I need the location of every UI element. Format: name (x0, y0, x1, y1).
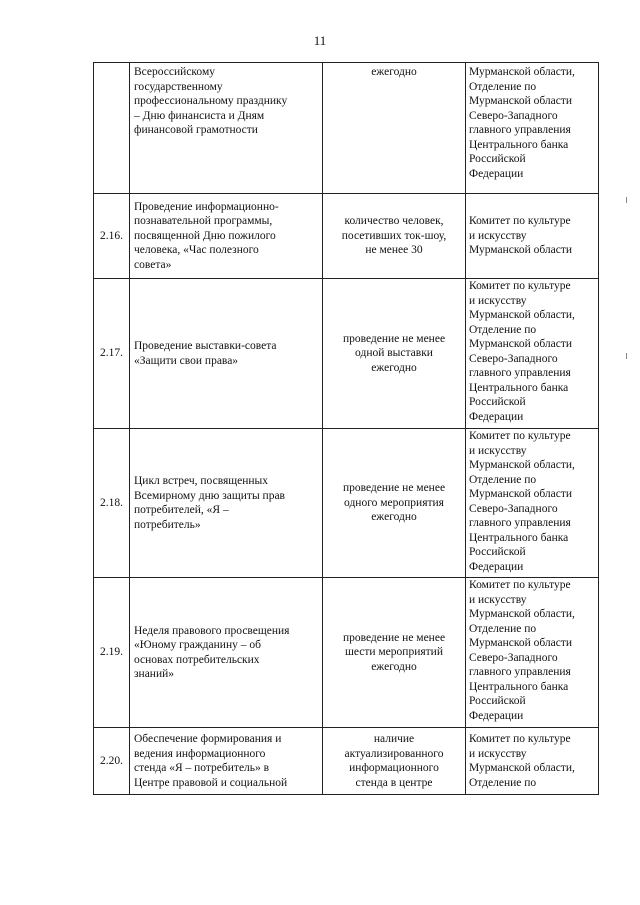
indicator-line: стенда в центре (355, 776, 433, 789)
executor-line: Северо-Западного (469, 502, 558, 515)
event-line: – Дню финансиста и Дням (134, 109, 265, 122)
executor-text (469, 732, 596, 790)
indicator-line: не менее 30 (365, 244, 423, 257)
event-text (134, 732, 318, 790)
event-cell (130, 279, 323, 429)
page-number: 11 (313, 33, 327, 48)
executor-line: и искусству (469, 294, 527, 307)
executor-cell (466, 578, 599, 728)
indicator-cell (323, 429, 466, 578)
executor-line: Федерации (469, 410, 524, 423)
event-line: Центре правовой и социальной (134, 776, 288, 789)
event-text (134, 200, 318, 273)
executor-text (469, 429, 596, 574)
row-number: 2.17. (100, 347, 123, 360)
table-row (94, 429, 599, 578)
row-number: 2.16. (100, 229, 123, 242)
indicator-text (327, 481, 461, 525)
executor-line: Отделение по (469, 473, 537, 486)
indicator-cell (323, 578, 466, 728)
indicator-cell (323, 63, 466, 194)
table-row (94, 578, 599, 728)
executor-line: Федерации (469, 709, 524, 722)
executor-line: Мурманской области (469, 488, 573, 500)
row-number: 2.19. (100, 646, 123, 659)
executor-line: Российской (469, 695, 526, 707)
indicator-text (327, 214, 461, 258)
event-line: основах потребительских (134, 653, 260, 666)
executor-line: Мурманской области, (469, 762, 575, 774)
indicator-line: ежегодно (371, 660, 417, 673)
event-text (134, 65, 318, 138)
event-line: Проведение информационно- (134, 200, 279, 213)
executor-line: Комитет по культуре (469, 215, 571, 228)
executor-line: Отделение по (469, 622, 537, 635)
executor-line: Центрального банка (469, 531, 569, 544)
event-line: финансовой грамотности (134, 124, 258, 136)
executor-line: Центрального банка (469, 381, 569, 394)
event-line: совета» (134, 258, 172, 271)
executor-line: и искусству (469, 747, 527, 760)
indicator-line: наличие (373, 733, 415, 745)
indicator-line: количество человек, (344, 215, 444, 228)
indicator-line: проведение не менее (342, 482, 446, 495)
executor-line: Мурманской области (469, 95, 573, 107)
event-cell (130, 63, 323, 194)
event-line: посвященной Дню пожилого (134, 229, 276, 242)
indicator-cell (323, 194, 466, 279)
executor-line: главного управления (469, 666, 571, 678)
measures-table-body (94, 63, 599, 795)
event-line: Всероссийскому (134, 66, 215, 78)
executor-line: и искусству (469, 444, 527, 457)
executor-line: Мурманской области (469, 637, 573, 649)
event-cell (130, 429, 323, 578)
event-line: Всемирному дню защиты прав (134, 489, 285, 502)
indicator-text (327, 631, 461, 675)
executor-cell (466, 63, 599, 194)
event-cell (130, 578, 323, 728)
executor-line: Мурманской области (469, 244, 573, 257)
executor-line: Комитет по культуре (469, 733, 571, 745)
table-row (94, 194, 599, 279)
scan-mark (626, 353, 627, 359)
executor-text (469, 65, 596, 181)
table-row (94, 279, 599, 429)
executor-line: Отделение по (469, 323, 537, 336)
event-cell (130, 194, 323, 279)
indicator-line: одной выставки (355, 347, 433, 360)
event-line: государственному (134, 80, 223, 93)
indicator-text (327, 732, 461, 790)
event-line: знаний» (134, 668, 175, 680)
row-number-cell (94, 578, 130, 728)
executor-line: Комитет по культуре (469, 430, 571, 442)
executor-line: и искусству (469, 229, 527, 242)
event-line: «Защити свои права» (134, 354, 239, 367)
executor-line: Мурманской области, (469, 66, 575, 78)
executor-line: Федерации (469, 167, 524, 180)
indicator-line: одного мероприятия (344, 496, 444, 509)
executor-text (469, 279, 596, 424)
indicator-line: шести мероприятий (345, 646, 443, 659)
executor-line: Отделение по (469, 776, 537, 789)
executor-line: Центрального банка (469, 680, 569, 693)
executor-line: Северо-Западного (469, 651, 558, 664)
indicator-line: проведение не менее (342, 332, 446, 345)
row-number-cell (94, 728, 130, 795)
executor-line: Мурманской области (469, 338, 573, 350)
executor-line: Российской (469, 153, 526, 165)
table-row (94, 728, 599, 795)
executor-line: главного управления (469, 517, 571, 529)
table-row (94, 63, 599, 194)
executor-line: Федерации (469, 560, 524, 573)
event-line: Неделя правового просвещения (134, 624, 290, 637)
executor-line: и искусству (469, 593, 527, 606)
row-number: 2.20. (100, 754, 123, 767)
executor-line: главного управления (469, 124, 571, 136)
indicator-line: проведение не менее (342, 631, 446, 644)
event-text (134, 624, 318, 682)
indicator-cell (323, 279, 466, 429)
executor-line: Северо-Западного (469, 109, 558, 122)
row-number: 2.18. (100, 496, 123, 509)
event-cell (130, 728, 323, 795)
event-line: потребителей, «Я – (134, 504, 229, 516)
event-line: профессиональному празднику (134, 95, 288, 107)
executor-cell (466, 194, 599, 279)
indicator-text (327, 332, 461, 376)
event-line: ведения информационного (134, 747, 266, 760)
executor-line: Отделение по (469, 80, 537, 93)
row-number-cell (94, 429, 130, 578)
measures-table (93, 62, 599, 795)
executor-cell (466, 429, 599, 578)
executor-line: Центрального банка (469, 138, 569, 151)
indicator-line: информационного (349, 762, 439, 774)
indicator-line: актуализированного (344, 747, 444, 760)
indicator-cell (323, 728, 466, 795)
executor-line: Российской (469, 546, 526, 558)
indicator-line: ежегодно (371, 361, 417, 374)
executor-line: Северо-Западного (469, 352, 558, 365)
executor-text (469, 214, 596, 258)
event-line: Проведение выставки-совета (134, 340, 277, 352)
event-line: Обеспечение формирования и (134, 733, 282, 745)
event-line: потребитель» (134, 518, 201, 531)
event-line: человека, «Час полезного (134, 244, 259, 257)
event-text (134, 339, 318, 368)
executor-line: Мурманской области, (469, 608, 575, 620)
executor-line: Комитет по культуре (469, 280, 571, 292)
event-line: стенда «Я – потребитель» в (134, 762, 270, 774)
event-line: познавательной программы, (134, 215, 273, 228)
executor-cell (466, 279, 599, 429)
executor-line: Мурманской области, (469, 459, 575, 471)
executor-line: главного управления (469, 367, 571, 379)
executor-line: Комитет по культуре (469, 579, 571, 591)
executor-text (469, 578, 596, 723)
row-number-cell (94, 194, 130, 279)
indicator-line: посетивших ток-шоу, (341, 229, 447, 242)
row-number-cell (94, 63, 130, 194)
executor-cell (466, 728, 599, 795)
event-line: Цикл встреч, посвященных (134, 475, 269, 487)
scan-mark (626, 197, 627, 203)
row-number-cell (94, 279, 130, 429)
indicator-line: ежегодно (371, 66, 417, 78)
event-text (134, 474, 318, 532)
event-line: «Юному гражданину – об (134, 639, 261, 651)
executor-line: Мурманской области, (469, 309, 575, 321)
indicator-line: ежегодно (371, 511, 417, 524)
indicator-text (327, 65, 461, 80)
executor-line: Российской (469, 396, 526, 408)
